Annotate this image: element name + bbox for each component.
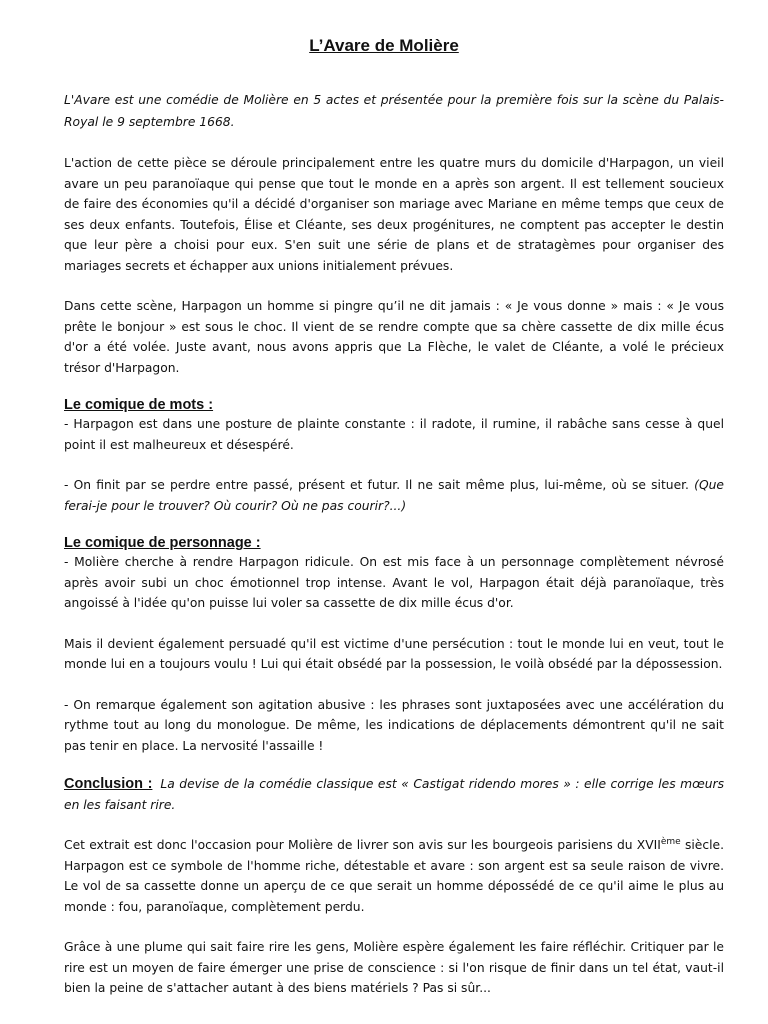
scene-paragraph: Dans cette scène, Harpagon un homme si pingre qu’il ne dit jamais : « Je vous donne » mais : « Je vous prête le bonjour » est sous le choc. Il vient de se rendre compte que sa chère cassette de dix mille écus d'or a été volée. Juste avant, nous avons appris que La Flèche, le valet de Cléante, a volé le précieux trésor d'Harpagon.	[64, 299, 724, 375]
spacer	[64, 675, 724, 695]
spacer	[64, 276, 724, 296]
document-body	[64, 90, 724, 999]
spacer	[64, 455, 724, 475]
conclusion-paragraph-2: Grâce à une plume qui sait faire rire les gens, Molière espère également les faire réfléchir. Critiquer par le rire est un moyen de faire émerger une prise de conscience : si l'on risque de finir dans un tel état, vaut-il bien la peine de s'attacher autant à des biens matériels ? Pas si sûr...	[64, 940, 724, 995]
section-heading-comique-personnage: Le comique de personnage :	[64, 535, 261, 551]
action-paragraph: L'action de cette pièce se déroule principalement entre les quatre murs du domicile d'Harpagon, un vieil avare un peu paranoïaque qui pense que tout le monde en a après son argent. Il est tellement soucieux de faire des économies qu'il a décidé d'organiser son mariage avec Mariane en même temps que ceux de ses deux enfants. Toutefois, Élise et Cléante, ses deux progénitures, ne comptent pas accepter le destin que leur père a choisi pour eux. S'en suit une série de plans et de stratagèmes pour organiser des mariages secrets et échapper aux unions initialement prévues.	[64, 156, 724, 273]
conclusion-paragraph-1	[64, 835, 724, 917]
page-title: L’Avare de Molière	[309, 36, 459, 55]
conclusion-line	[64, 774, 724, 815]
mots-item-2-quote: (Que ferai-je pour le trouver? Où courir? Où ne pas courir?...)	[64, 478, 724, 513]
mots-item-2	[64, 475, 724, 516]
personnage-item-1: - Molière cherche à rendre Harpagon ridicule. On est mis face à un personnage complètement névrosé après avoir subi un choc émotionnel trop intense. Avant le vol, Harpagon était déjà paranoïaque, très angoissé à l'idée qu'on puisse lui voler sa cassette de dix mille écus d'or.	[64, 555, 724, 610]
personnage-item-3: - On remarque également son agitation abusive : les phrases sont juxtaposées avec une accélération du rythme tout au long du monologue. De même, les indications de déplacements démontrent qu'il ne sait pas tenir en place. La nervosité l'assaille !	[64, 697, 724, 753]
spacer	[64, 917, 724, 937]
mots-item-1: - Harpagon est dans une posture de plainte constante : il radote, il rumine, il rabâche sans cesse à quel point il est malheureux et désespéré.	[64, 417, 724, 452]
spacer	[64, 516, 724, 534]
conclusion-p1-before: Cet extrait est donc l'occasion pour Molière de livrer son avis sur les bourgeois parisiens du XVII	[64, 838, 661, 852]
spacer	[64, 378, 724, 396]
conclusion-p1-after: siècle. Harpagon est ce symbole de l'homme riche, détestable et avare : son argent est sa seule raison de vivre. Le vol de sa cassette donne un aperçu de ce que serait un homme dépossédé de ce qu'il aime le plus au monde : fou, paranoïaque, complètement perdu.	[64, 838, 724, 914]
spacer	[64, 614, 724, 634]
conclusion-p1-sup: ème	[660, 836, 681, 847]
spacer	[64, 815, 724, 835]
intro-paragraph: L'Avare est une comédie de Molière en 5 actes et présentée pour la première fois sur la scène du Palais-Royal le 9 septembre 1668.	[64, 93, 724, 129]
section-heading-comique-mots: Le comique de mots :	[64, 397, 214, 413]
conclusion-motto: La devise de la comédie classique est « Castigat ridendo mores » : elle corrige les mœurs en les faisant rire.	[64, 777, 724, 812]
spacer	[64, 133, 724, 153]
spacer	[64, 756, 724, 774]
section-heading-conclusion: Conclusion :	[64, 776, 153, 792]
mots-item-2-text: - On finit par se perdre entre passé, présent et futur. Il ne sait même plus, lui-même, où se situer.	[64, 478, 695, 492]
personnage-item-2: Mais il devient également persuadé qu'il est victime d'une persécution : tout le monde lui en veut, tout le monde lui en a toujours voulu ! Lui qui était obsédé par la possession, le voilà obsédé par la dépossession.	[64, 636, 724, 671]
